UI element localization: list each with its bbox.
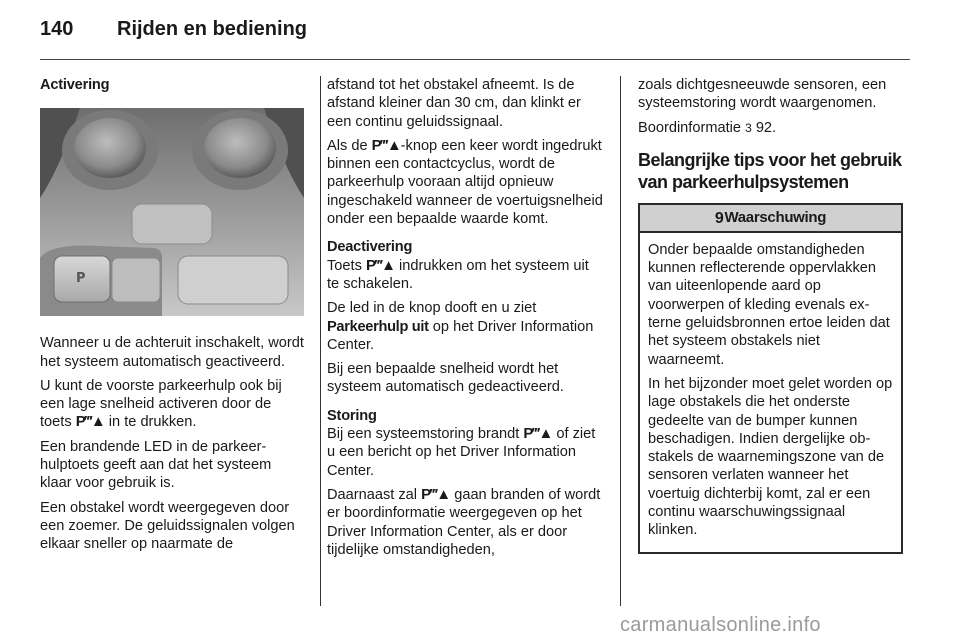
warning-header [640, 205, 901, 233]
parking-button-photo [40, 108, 304, 316]
display-message: Parkeerhulp uit [327, 318, 429, 335]
paragraph: De led in de knop dooft en u ziet Parkeerhulp uit op het Driver Information Center. [327, 300, 594, 353]
paragraph: zoals dichtgesneeuwde sensoren, een systeemstoring wordt waargenomen. [638, 77, 887, 112]
section-heading-tips: Belangrijke tips voor het gebruik van parkeerhulpsystemen [638, 149, 902, 192]
paragraph: Boordinformatie 3 92. [638, 119, 777, 136]
page-header [40, 18, 920, 54]
warning-box [638, 203, 903, 554]
chapter-title: Rijden en bediening [117, 18, 308, 40]
page-ref-icon: 3 [745, 120, 752, 135]
paragraph: Bij een bepaalde snelheid wordt het systeem automatisch gedeactiveerd. [327, 361, 564, 396]
paragraph: Toets P‴▲ indrukken om het systeem uit te schakelen. [327, 256, 589, 292]
warning-icon: 9 [714, 209, 724, 227]
parking-assist-icon: P‴▲ [523, 425, 553, 443]
section-heading-storing: Storing [327, 407, 377, 424]
parking-assist-icon: P‴▲ [371, 136, 401, 154]
parking-assist-icon: P‴▲ [365, 256, 395, 274]
page-number: 140 [40, 18, 74, 40]
column-divider [620, 76, 621, 606]
svg-text:P: P [76, 271, 86, 287]
parking-assist-icon: P‴▲ [75, 413, 105, 431]
column-2 [327, 76, 605, 565]
paragraph: Onder bepaalde omstandigheden kunnen reflecterende oppervlakken van uiteenlopende aard op voorwerpen of kleding evenals externe geluidsbronnen ertoe leiden dat het systeem obstakels niet waarneemt. [648, 241, 890, 368]
paragraph: Wanneer u de achteruit inschakelt, wordt het systeem automatisch geactiveerd. [40, 335, 304, 370]
paragraph: Als de P‴▲-knop een keer wordt ingedrukt binnen een contactcyclus, wordt de parkeerhulp vooraan altijd opnieuw ingeschakeld wanneer de voertuigsnelheid onder een bepaalde waarde komt. [327, 136, 603, 228]
column-3 [638, 76, 903, 554]
warning-body [640, 233, 901, 552]
column-1 [40, 76, 304, 560]
header-rule [40, 59, 910, 60]
paragraph: Daarnaast zal P‴▲ gaan branden of wordt er boordinformatie weergegeven op het Driver Information Center, als er door tijdelijke omstandigheden, [327, 485, 601, 558]
paragraph: Bij een systeemstoring brandt P‴▲ of ziet u een bericht op het Driver Information Center. [327, 425, 596, 479]
column-divider [320, 76, 321, 606]
parking-assist-icon: P‴▲ [421, 485, 451, 503]
paragraph: afstand tot het obstakel afneemt. Is de afstand kleiner dan 30 cm, dan klinkt er een continu geluidssignaal. [327, 77, 581, 130]
paragraph: Een brandende LED in de parkeerhulptoets geeft aan dat het systeem klaar voor gebruik is. [40, 438, 272, 492]
paragraph: U kunt de voorste parkeerhulp ook bij een lage snelheid activeren door de toets P‴▲ in te drukken. [40, 377, 282, 431]
section-heading-activering: Activering [40, 77, 110, 93]
paragraph: In het bijzonder moet gelet worden op lage obstakels die het onderste gedeelte van de bumper kunnen beschadigen. Indien dergelijke obstakels de waarnemingszone van de sensoren verlaten wanneer het voertuig dichterbij komt, zal er een continu waarschuwingssignaal klinken. [648, 375, 893, 539]
section-heading-deactivering: Deactivering [327, 239, 413, 256]
warning-title: Waarschuwing [724, 208, 827, 226]
paragraph: Een obstakel wordt weergegeven door een zoemer. De geluidssignalen volgen elkaar sneller op naarmate de [40, 499, 295, 553]
watermark: carmanualsonline.info [620, 614, 821, 636]
